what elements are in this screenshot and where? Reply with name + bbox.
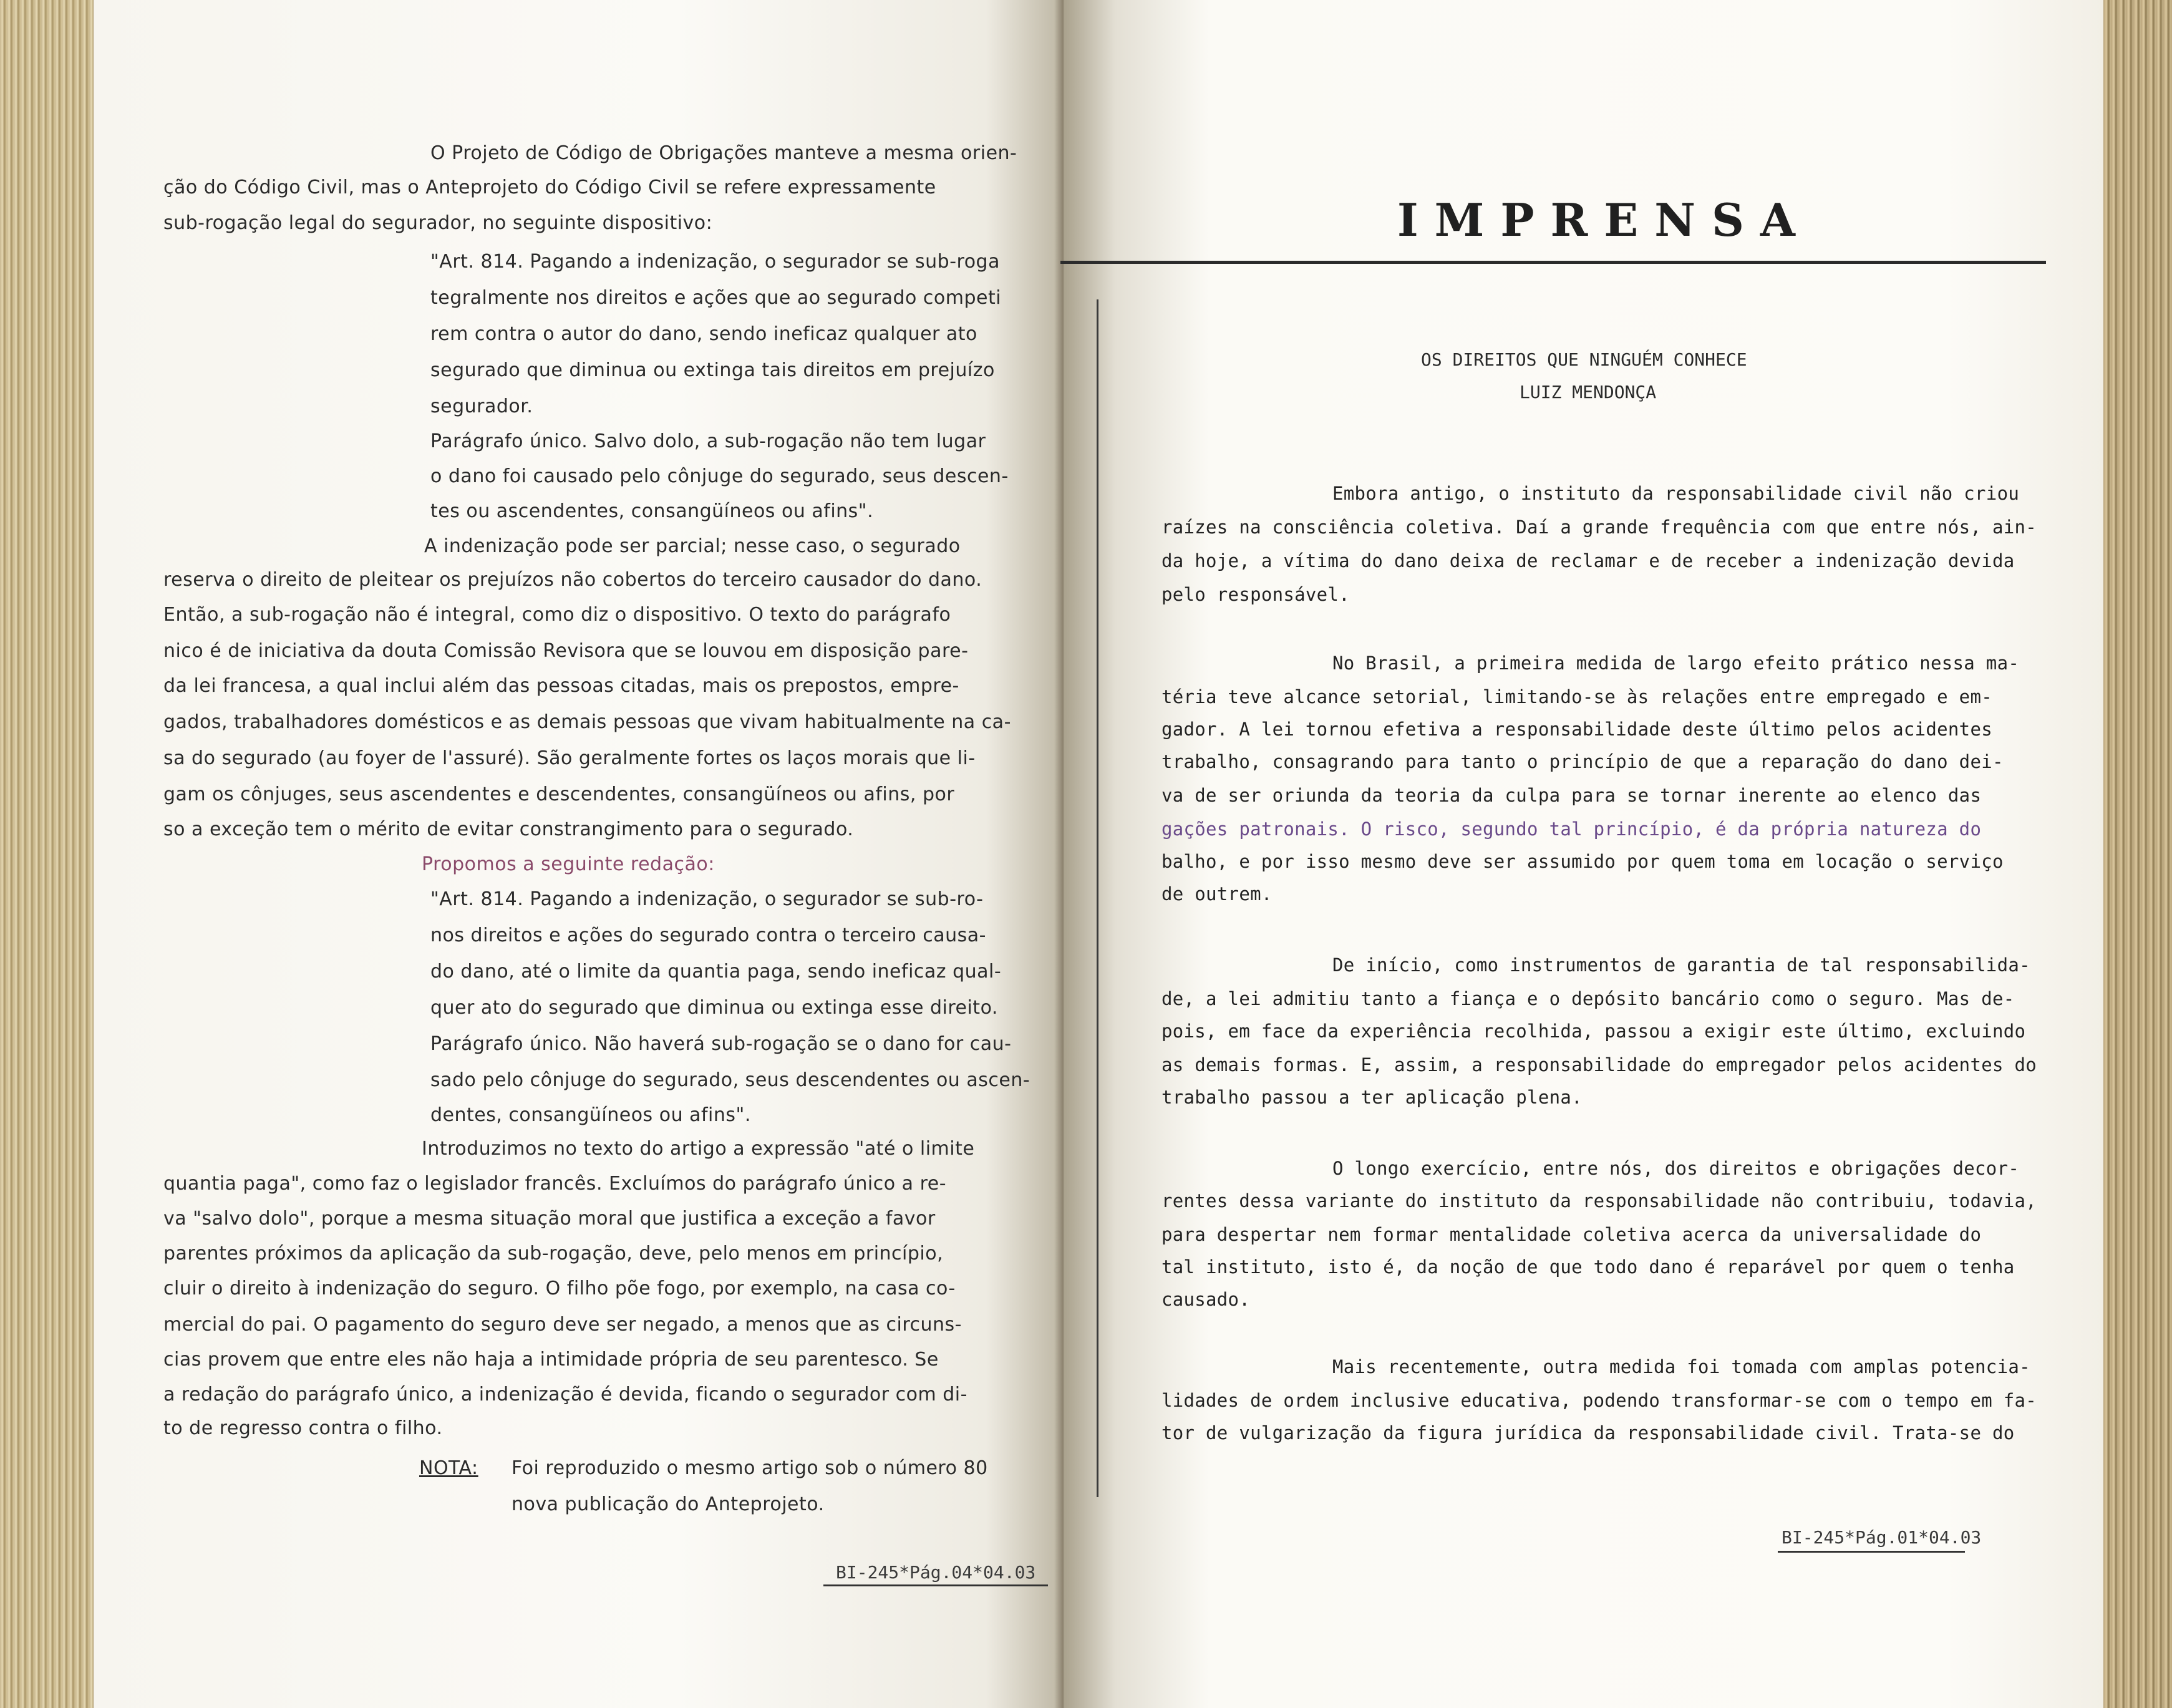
text-line: da lei francesa, a qual inclui além das pessoas citadas, mais os prepostos, empre-	[163, 675, 959, 697]
section-title: IMPRENSA	[1397, 193, 1811, 246]
text-line: nos direitos e ações do segurado contra o terceiro causa-	[430, 924, 986, 946]
nota-text: Foi reproduzido o mesmo artigo sob o número 80	[511, 1457, 988, 1479]
text-line: quer ato do segurado que diminua ou extinga esse direito.	[430, 997, 998, 1019]
text-line: mercial do pai. O pagamento do seguro deve ser negado, a menos que as circuns-	[163, 1314, 962, 1336]
nota-text: nova publicação do Anteprojeto.	[511, 1493, 825, 1515]
margin-line	[1097, 299, 1098, 1497]
text-line: do dano, até o limite da quantia paga, sendo ineficaz qual-	[430, 961, 1002, 983]
text-line: tes ou ascendentes, consangüíneos ou afins".	[430, 500, 874, 522]
text-line: A indenização pode ser parcial; nesse caso, o segurado	[424, 535, 961, 557]
text-line: tor de vulgarização da figura jurídica da responsabilidade civil. Trata-se do	[1161, 1422, 2015, 1444]
text-line: tegralmente nos direitos e ações que ao segurado competi	[430, 287, 1002, 309]
proposal-heading: Propomos a seguinte redação:	[422, 853, 715, 875]
footer-rule	[1778, 1551, 1965, 1553]
text-line: dentes, consangüíneos ou afins".	[430, 1104, 751, 1126]
text-line: Parágrafo único. Salvo dolo, a sub-rogação não tem lugar	[430, 430, 986, 452]
text-line: gador. A lei tornou efetiva a responsabilidade deste último pelos acidentes	[1161, 719, 1992, 740]
text-line: cluir o direito à indenização do seguro. O filho põe fogo, por exemplo, na casa co-	[163, 1278, 956, 1299]
text-line: causado.	[1161, 1289, 1251, 1310]
text-line: va "salvo dolo", porque a mesma situação moral que justifica a exceção a favor	[163, 1208, 936, 1230]
text-line: téria teve alcance setorial, limitando-se às relações entre empregado e em-	[1161, 686, 1992, 707]
book-edge-left	[0, 0, 94, 1708]
text-line: as demais formas. E, assim, a responsabilidade do empregador pelos acidentes do	[1161, 1054, 2037, 1075]
text-line: nico é de iniciativa da douta Comissão Revisora que se louvou em disposição pare-	[163, 640, 969, 662]
text-line: lidades de ordem inclusive educativa, podendo transformar-se com o tempo em fa-	[1161, 1390, 2037, 1411]
page-footer: BI-245*Pág.01*04.03	[1782, 1527, 1982, 1548]
text-line: reserva o direito de pleitear os prejuízos não cobertos do terceiro causador do dano.	[163, 569, 982, 591]
text-line: gados, trabalhadores domésticos e as demais pessoas que vivam habitualmente na ca-	[163, 711, 1011, 733]
text-line: va de ser oriunda da teoria da culpa para se tornar inerente ao elenco das	[1161, 785, 1982, 806]
text-line: to de regresso contra o filho.	[163, 1417, 443, 1439]
text-line: gam os cônjuges, seus ascendentes e descendentes, consangüíneos ou afins, por	[163, 784, 955, 805]
text-line: Mais recentemente, outra medida foi tomada com amplas potencia-	[1332, 1356, 2030, 1377]
article-title: OS DIREITOS QUE NINGUÉM CONHECE	[1421, 349, 1747, 370]
text-line: para despertar nem formar mentalidade coletiva acerca da universalidade do	[1161, 1224, 1982, 1245]
text-line: sado pelo cônjuge do segurado, seus descendentes ou ascen-	[430, 1069, 1030, 1091]
text-line: pois, em face da experiência recolhida, passou a exigir este último, excluindo	[1161, 1021, 2026, 1042]
text-line: balho, e por isso mesmo deve ser assumido por quem toma em locação o serviço	[1161, 851, 2004, 872]
text-line: sa do segurado (au foyer de l'assuré). São geralmente fortes os laços morais que li-	[163, 747, 976, 769]
text-line: Então, a sub-rogação não é integral, como diz o dispositivo. O texto do parágrafo	[163, 604, 951, 626]
text-line: O longo exercício, entre nós, dos direitos e obrigações decor-	[1332, 1158, 2020, 1179]
text-line: O Projeto de Código de Obrigações manteve a mesma orien-	[430, 142, 1017, 164]
text-line: cias provem que entre eles não haja a intimidade própria de seu parentesco. Se	[163, 1349, 939, 1371]
text-line: o dano foi causado pelo cônjuge do segurado, seus descen-	[430, 465, 1009, 487]
text-line: De início, como instrumentos de garantia de tal responsabilida-	[1332, 954, 2030, 976]
text-line: de, a lei admitiu tanto a fiança e o depósito bancário como o seguro. Mas de-	[1161, 988, 2015, 1009]
text-line: rentes dessa variante do instituto da responsabilidade não contribuiu, todavia,	[1161, 1190, 2037, 1211]
book-edge-right	[2103, 0, 2172, 1708]
text-line: de outrem.	[1161, 883, 1273, 905]
text-line: trabalho, consagrando para tanto o princípio de que a reparação do dano dei-	[1161, 751, 2004, 772]
text-line: tal instituto, isto é, da noção de que todo dano é reparável por quem o tenha	[1161, 1256, 2015, 1278]
text-line: quantia paga", como faz o legislador francês. Excluímos do parágrafo único a re-	[163, 1173, 947, 1195]
text-line: Introduzimos no texto do artigo a expressão "até o limite	[422, 1138, 975, 1160]
text-line: No Brasil, a primeira medida de largo efeito prático nessa ma-	[1332, 653, 2020, 674]
footer-rule	[823, 1584, 1048, 1586]
nota-label: NOTA:	[419, 1457, 478, 1479]
text-line: so a exceção tem o mérito de evitar constrangimento para o segurado.	[163, 818, 854, 840]
text-line: pelo responsável.	[1161, 584, 1350, 605]
text-line: "Art. 814. Pagando a indenização, o segurador se sub-ro-	[430, 888, 984, 910]
text-line: Embora antigo, o instituto da responsabilidade civil não criou	[1332, 483, 2020, 504]
text-line: gações patronais. O risco, segundo tal princípio, é da própria natureza do	[1161, 818, 1982, 840]
text-line: parentes próximos da aplicação da sub-rogação, deve, pelo menos em princípio,	[163, 1243, 944, 1264]
article-author: LUIZ MENDONÇA	[1520, 382, 1657, 402]
text-line: segurador.	[430, 395, 533, 417]
text-line: sub-rogação legal do segurador, no seguinte dispositivo:	[163, 212, 713, 234]
title-rule	[1060, 261, 2046, 264]
text-line: segurado que diminua ou extinga tais direitos em prejuízo	[430, 359, 995, 381]
text-line: Parágrafo único. Não haverá sub-rogação se o dano for cau-	[430, 1033, 1012, 1055]
text-line: ção do Código Civil, mas o Anteprojeto do Código Civil se refere expressamente	[163, 177, 936, 198]
text-line: trabalho passou a ter aplicação plena.	[1161, 1087, 1583, 1108]
text-line: da hoje, a vítima do dano deixa de reclamar e de receber a indenização devida	[1161, 550, 2015, 571]
text-line: "Art. 814. Pagando a indenização, o segurador se sub-roga	[430, 251, 1000, 273]
page-footer: BI-245*Pág.04*04.03	[836, 1562, 1036, 1583]
text-line: a redação do parágrafo único, a indenização é devida, ficando o segurador com di-	[163, 1384, 967, 1405]
text-line: raízes na consciência coletiva. Daí a grande frequência com que entre nós, ain-	[1161, 517, 2037, 538]
text-line: rem contra o autor do dano, sendo ineficaz qualquer ato	[430, 323, 977, 345]
